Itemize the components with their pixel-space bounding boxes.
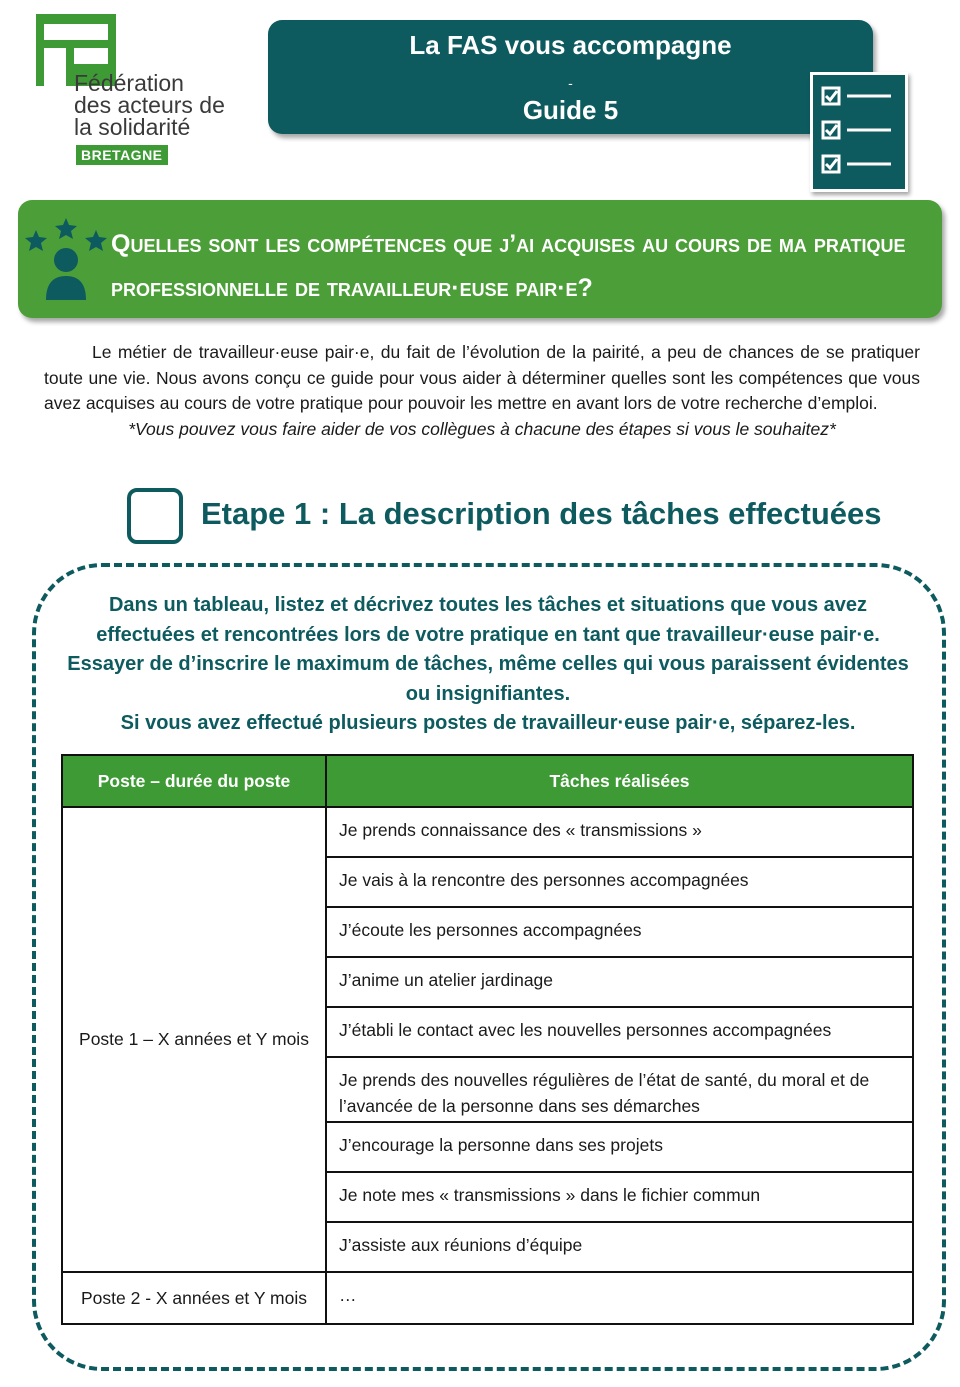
- header-poste: Poste – durée du poste: [62, 755, 326, 807]
- question-title: Quelles sont les compétences que j’ai acquises au cours de ma pratique professionnelle de travailleur·euse pair·e?: [111, 230, 906, 302]
- fas-logo: [36, 14, 266, 174]
- logo-line3: la solidarité: [74, 114, 191, 140]
- table-row: [62, 807, 913, 857]
- instructions-secondary: Si vous avez effectué plusieurs postes de travailleur·euse pair·e, séparez-les.: [120, 712, 856, 734]
- person-stars-icon: [22, 212, 122, 312]
- task-cell[interactable]: J’assiste aux réunions d’équipe: [326, 1222, 913, 1272]
- task-cell[interactable]: J’établi le contact avec les nouvelles personnes accompagnées: [326, 1007, 913, 1057]
- header-taches: Tâches réalisées: [326, 755, 913, 807]
- step-checkbox[interactable]: [127, 488, 183, 544]
- task-cell[interactable]: J’encourage la personne dans ses projets: [326, 1122, 913, 1172]
- table-header-row: [62, 755, 913, 807]
- task-cell[interactable]: J’anime un atelier jardinage: [326, 957, 913, 1007]
- tasks-table: [61, 754, 914, 1325]
- task-cell[interactable]: Je prends connaissance des « transmissions »: [326, 807, 913, 857]
- poste-cell[interactable]: Poste 1 – X années et Y mois: [62, 807, 326, 1272]
- task-cell[interactable]: Je prends des nouvelles régulières de l’état de santé, du moral et de l’avancée de la personne dans ses démarches: [326, 1057, 913, 1122]
- step-instructions: [60, 591, 916, 739]
- question-banner: [18, 200, 942, 318]
- logo-line2: des acteurs de: [74, 92, 225, 118]
- intro-note: *Vous pouvez vous faire aider de vos collègues à chacune des étapes si vous le souhaitez*: [128, 418, 836, 439]
- task-cell[interactable]: J’écoute les personnes accompagnées: [326, 907, 913, 957]
- task-cell[interactable]: Je note mes « transmissions » dans le fichier commun: [326, 1172, 913, 1222]
- checklist-icon: [810, 72, 908, 192]
- logo-line1: Fédération: [74, 70, 184, 96]
- instructions-main: Dans un tableau, listez et décrivez toutes les tâches et situations que vous avez effectuées et rencontrées lors de votre pratique en tant que travailleur·euse pair·e. Essayer de d’inscrire le maximum de tâches, même celles qui vous paraissent évidentes ou insignifiantes.: [67, 594, 909, 705]
- task-cell[interactable]: Je vais à la rencontre des personnes accompagnées: [326, 857, 913, 907]
- banner-separator: -: [568, 75, 573, 91]
- intro-paragraph: Le métier de travailleur·euse pair·e, du fait de l’évolution de la pairité, a peu de chances de se pratiquer toute une vie. Nous avons conçu ce guide pour vous aider à déterminer quelles sont les compétences que vous avez acquises au cours de votre pratique pour pouvoir les mettre en avant lors de votre recherche d’emploi.: [44, 342, 920, 413]
- banner-guide-number: Guide 5: [522, 95, 619, 125]
- banner-title: La FAS vous accompagne: [409, 30, 732, 60]
- task-cell[interactable]: …: [326, 1272, 913, 1324]
- guide-banner: [268, 20, 873, 134]
- step-title: Etape 1 : La description des tâches effectuées: [201, 496, 882, 531]
- logo-region-badge: BRETAGNE: [76, 145, 168, 165]
- poste-cell[interactable]: Poste 2 - X années et Y mois: [62, 1272, 326, 1324]
- logo-text: [74, 72, 225, 138]
- table-row: [62, 1272, 913, 1324]
- intro-section: [44, 340, 920, 442]
